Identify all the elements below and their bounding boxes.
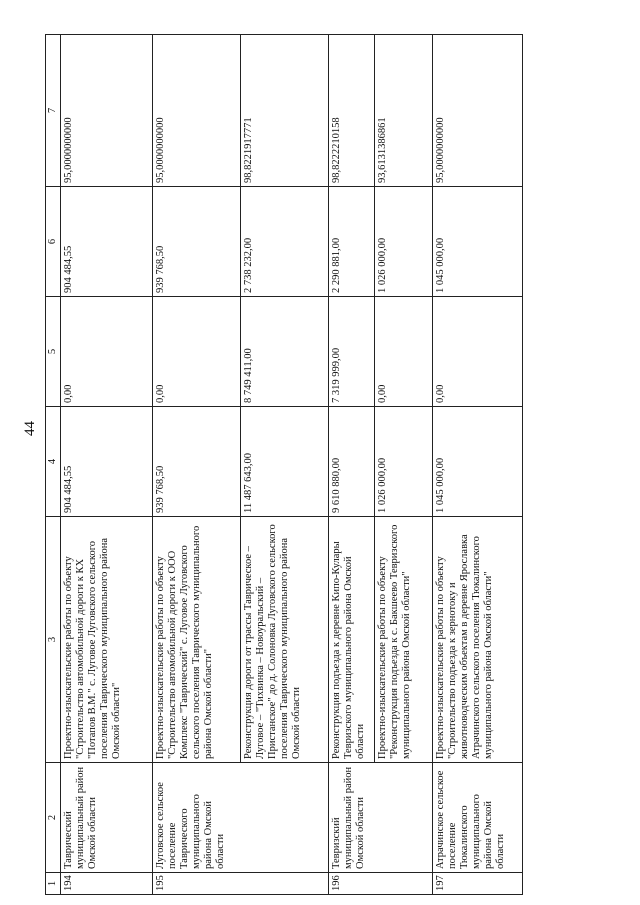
description-cell: Проектно-изыскательские работы по объекту "Строительство автомобильной дороги к ООО Комплекс "Таврический" с. Луговое Луговского сельского поселения Таврического муниципального района Омской области" xyxy=(153,517,241,763)
percent-cell: 98,8221917771 xyxy=(241,35,329,187)
amount-cell: 904 484,55 xyxy=(61,187,153,297)
recipient-cell: Атрачинское сельское поселение Тюкалинского муниципального района Омской области xyxy=(433,763,523,873)
description-cell: Реконструкция дороги от трассы Таврическое – Луговое – "Тихвинка – Новоуральский – Пристанское" до д. Солоновка Луговского сельского поселения Таврического муниципального района Омской области xyxy=(241,517,329,763)
description-cell: Проектно-изыскательские работы по объекту "Строительство автомобильной дороги к КХ "Потапов В.М." с. Луговое Луговского сельского поселения Таврического муниципального района Омской области" xyxy=(61,517,153,763)
amount-cell: 904 484,55 xyxy=(61,407,153,517)
amount-cell: 1 045 000,00 xyxy=(433,187,523,297)
header-cell: 7 xyxy=(46,35,61,187)
recipient-cell: Луговское сельское поселение Таврического муниципального района Омской области xyxy=(153,763,329,873)
rotated-table-container xyxy=(45,35,640,895)
table-row xyxy=(61,35,153,895)
amount-cell: 0,00 xyxy=(375,297,433,407)
description-cell: Проектно-изыскательские работы по объекту "Реконструкция подъезда к с. Бакшеево Тевризского муниципального района Омской области" xyxy=(375,517,433,763)
row-number: 194 xyxy=(61,873,153,895)
percent-cell: 98,8222210158 xyxy=(329,35,375,187)
row-number: 196 xyxy=(329,873,433,895)
description-cell: Реконструкция подъезда к деревне Кипо-Кулары Тевризского муниципального района Омской области xyxy=(329,517,375,763)
amount-cell: 0,00 xyxy=(61,297,153,407)
amount-cell: 939 768,50 xyxy=(153,187,241,297)
subsidy-table xyxy=(45,34,523,895)
amount-cell: 2 738 232,00 xyxy=(241,187,329,297)
header-cell: 5 xyxy=(46,297,61,407)
percent-cell: 95,0000000000 xyxy=(153,35,241,187)
amount-cell: 8 749 411,00 xyxy=(241,297,329,407)
page-number: 44 xyxy=(22,421,38,436)
percent-cell: 93,6131386861 xyxy=(375,35,433,187)
header-cell: 3 xyxy=(46,517,61,763)
amount-cell: 1 045 000,00 xyxy=(433,407,523,517)
description-cell: Проектно-изыскательские работы по объекту "Строительство подъезда к зернотоку и животноводческим объектам в деревне Ярославка Атрачинского сельского поселения Тюкалинского муниципального района Омской области" xyxy=(433,517,523,763)
amount-cell: 0,00 xyxy=(153,297,241,407)
header-row xyxy=(46,35,61,895)
header-cell: 6 xyxy=(46,187,61,297)
header-cell: 4 xyxy=(46,407,61,517)
amount-cell: 7 319 999,00 xyxy=(329,297,375,407)
amount-cell: 2 290 881,00 xyxy=(329,187,375,297)
amount-cell: 9 610 880,00 xyxy=(329,407,375,517)
amount-cell: 1 026 000,00 xyxy=(375,187,433,297)
row-number: 195 xyxy=(153,873,329,895)
percent-cell: 95,0000000000 xyxy=(433,35,523,187)
table-row xyxy=(433,35,523,895)
header-cell: 1 xyxy=(46,873,61,895)
recipient-cell: Тевризский муниципальный район Омской области xyxy=(329,763,433,873)
row-number: 197 xyxy=(433,873,523,895)
amount-cell: 0,00 xyxy=(433,297,523,407)
amount-cell: 11 487 643,00 xyxy=(241,407,329,517)
table-row xyxy=(329,35,375,895)
amount-cell: 939 768,50 xyxy=(153,407,241,517)
recipient-cell: Таврический муниципальный район Омской области xyxy=(61,763,153,873)
header-cell: 2 xyxy=(46,763,61,873)
percent-cell: 95,0000000000 xyxy=(61,35,153,187)
amount-cell: 1 026 000,00 xyxy=(375,407,433,517)
table-row xyxy=(153,35,241,895)
